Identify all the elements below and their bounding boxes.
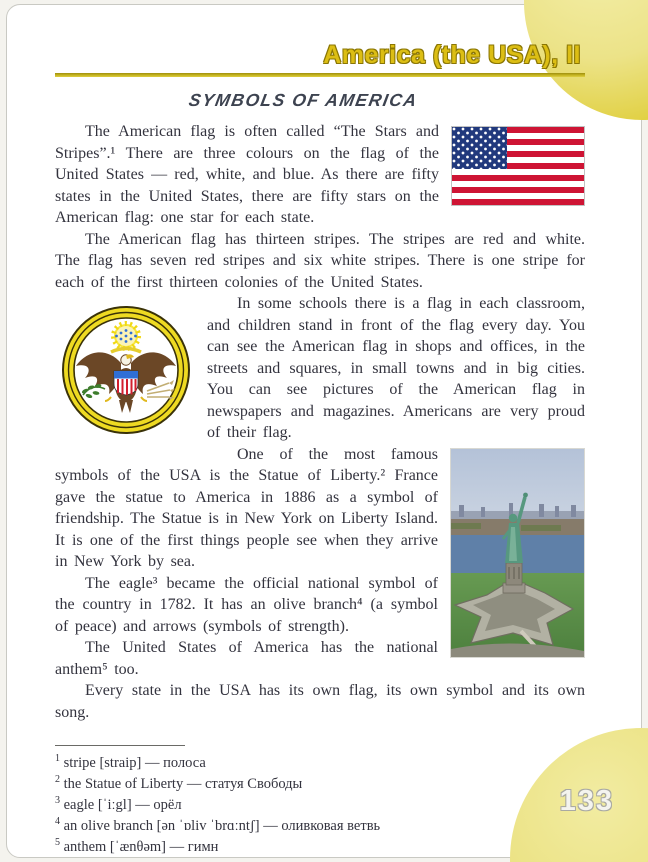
paragraph-3: In some schools there is a flag in each classroom, and children stand in front of the flag every day. You can see the American flag in shops and offices, in the streets and squares, in small towns and in big cities. You can see pictures of the American flag in newspapers and magazines. Americans are very proud of their flag.	[207, 295, 585, 441]
great-seal-image	[59, 297, 193, 447]
paragraph-5: The eagle³ became the official national symbol of the country in 1782. It has an olive branch⁴ (a symbol of peace) and arrows (symbols of strength).	[55, 574, 438, 635]
footnote-2: $^2$ the Statue of Liberty — статуя Свободы	[55, 774, 303, 792]
great-seal-drawing	[59, 297, 193, 447]
paragraph-4: One of the most famous symbols of the USA is the Statue of Liberty.² France gave the statue to America in 1886 as a symbol of friendship. The Statue is in New York on Liberty Island. It is one of the first things people see when they arrive in New York by sea.	[55, 445, 438, 570]
section-title: SYMBOLS OF AMERICA	[187, 90, 420, 110]
footnote-4: $^4$ an olive branch [ən ˈɒliv ˈbrɑːntʃ] — оливковая ветвь	[55, 816, 381, 834]
footnote-divider	[55, 745, 185, 746]
page-content	[55, 40, 585, 858]
gold-divider	[55, 73, 585, 77]
footnote-1: $^1$ stripe [straip] — полоса	[55, 753, 206, 771]
footnote-5: $^5$ anthem [ˈænθəm] — гимн	[55, 837, 219, 855]
paragraph-2: The American flag has thirteen stripes. The stripes are red and white. The flag has seven red stripes and six white stripes. There is one stripe for each of the first thirteen colonies of the United States.	[55, 230, 585, 291]
footnote-3: $^3$ eagle [ˈiːgl] — орёл	[55, 795, 182, 813]
statue-of-liberty-photo	[450, 448, 585, 658]
footnotes-block	[55, 745, 585, 858]
page-number: 133	[559, 785, 614, 817]
paragraph-6: The United States of America has the national anthem⁵ too.	[55, 639, 438, 678]
us-flag-image	[451, 126, 585, 206]
paragraph-1: The American flag is often called “The Stars and Stripes”.¹ There are three colours on the flag of the United States — red, white, and blue. As there are fifty states in the United States, there are fifty stars on the American flag: one star for each state.	[55, 123, 439, 226]
paragraph-7: Every state in the USA has its own flag, its own symbol and its own song.	[55, 682, 585, 721]
flag-star-canton	[452, 127, 507, 169]
statue-photo-drawing	[451, 449, 584, 657]
chapter-title: America (the USA), II	[323, 41, 581, 69]
